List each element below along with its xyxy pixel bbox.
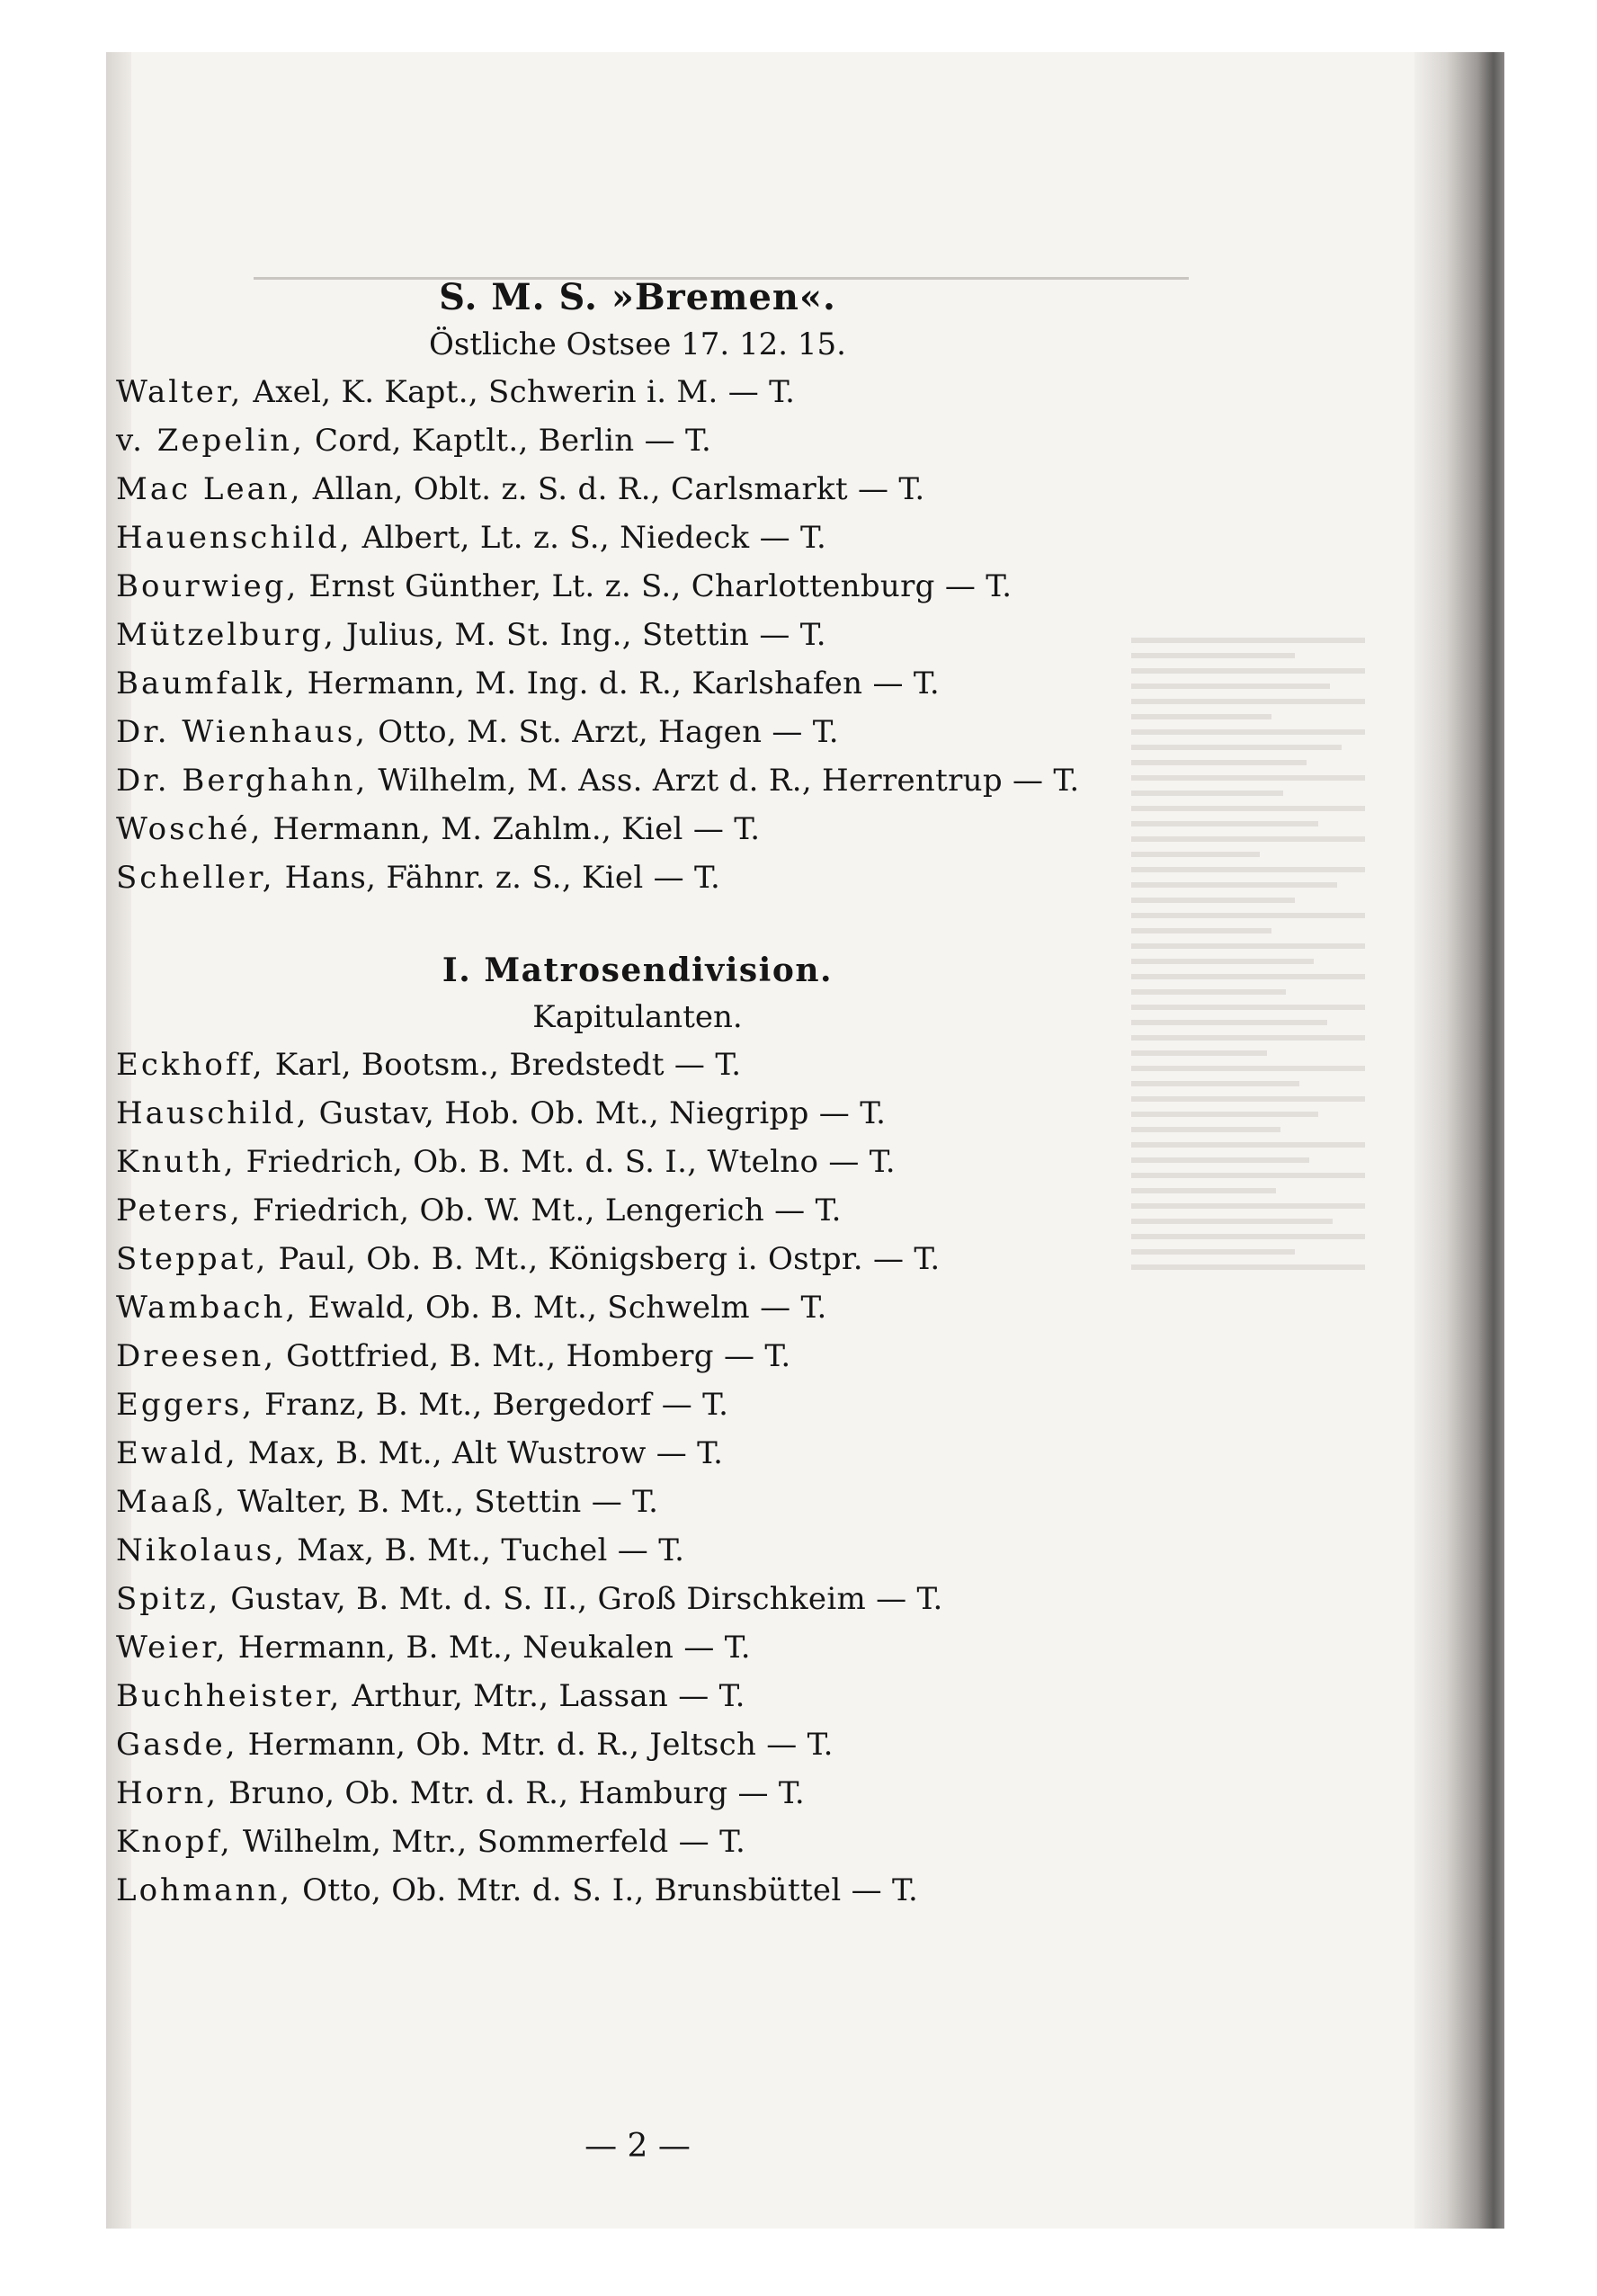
entry-surname: Knuth, — [116, 1144, 236, 1180]
entry-details: Bruno, Ob. Mtr. d. R., Hamburg — T. — [219, 1775, 806, 1811]
list-item — [116, 1720, 1159, 1769]
list-item — [116, 416, 1159, 465]
entry-details: Otto, Ob. Mtr. d. S. I., Brunsbüttel — T. — [292, 1872, 919, 1908]
entry-surname: Maaß, — [116, 1484, 228, 1520]
entry-details: Hermann, Ob. Mtr. d. R., Jeltsch — T. — [237, 1727, 834, 1763]
entry-details: Axel, K. Kapt., Schwerin i. M. — T. — [243, 374, 796, 410]
casualty-list-officers — [116, 368, 1159, 902]
entry-surname: Horn, — [116, 1775, 219, 1811]
entry-surname: Lohmann, — [116, 1872, 293, 1908]
list-item — [116, 805, 1159, 853]
page-content — [116, 274, 1159, 2165]
entry-details: Karl, Bootsm., Bredstedt — T. — [264, 1047, 742, 1083]
entry-surname: Walter, — [116, 374, 244, 410]
list-item — [116, 562, 1159, 611]
entry-surname: Baumfalk, — [116, 666, 298, 701]
page-number: — 2 — — [584, 2128, 691, 2165]
casualty-list-kapitulanten — [116, 1041, 1159, 1915]
list-item — [116, 1575, 1159, 1623]
entry-details: Cord, Kaptlt., Berlin — T. — [304, 423, 712, 459]
entry-details: Hermann, M. Ing. d. R., Karlshafen — T. — [297, 666, 940, 701]
entry-surname: Buchheister, — [116, 1678, 343, 1714]
list-item — [116, 1672, 1159, 1720]
entry-surname: Hauenschild, — [116, 520, 352, 556]
entry-details: Walter, B. Mt., Stettin — T. — [227, 1484, 659, 1520]
entry-surname: Mac Lean, — [116, 471, 303, 507]
entry-details: Max, B. Mt., Alt Wustrow — T. — [237, 1435, 724, 1471]
list-item — [116, 1769, 1159, 1818]
entry-details: Arthur, Mtr., Lassan — T. — [342, 1678, 745, 1714]
entry-details: Wilhelm, Mtr., Sommerfeld — T. — [232, 1824, 746, 1860]
ship-heading: S. M. S. »Bremen«. — [439, 276, 836, 318]
list-item — [116, 1235, 1159, 1283]
list-item — [116, 853, 1159, 902]
entry-details: Ewald, Ob. B. Mt., Schwelm — T. — [298, 1290, 827, 1326]
entry-details: Friedrich, Ob. B. Mt. d. S. I., Wtelno — T. — [236, 1144, 896, 1180]
book-binding-shadow — [1414, 52, 1504, 2229]
entry-details: Gottfried, B. Mt., Homberg — T. — [276, 1338, 791, 1374]
list-item — [116, 1818, 1159, 1866]
list-item — [116, 756, 1159, 805]
entry-surname: v. Zepelin, — [116, 423, 305, 459]
entry-surname: Bourwieg, — [116, 568, 299, 604]
list-item — [116, 514, 1159, 562]
list-item — [116, 1866, 1159, 1915]
list-item — [116, 1138, 1159, 1186]
list-item — [116, 611, 1159, 659]
entry-details: Ernst Günther, Lt. z. S., Charlottenburg — T. — [299, 568, 1013, 604]
entry-surname: Dr. Berghahn, — [116, 763, 369, 799]
list-item — [116, 1380, 1159, 1429]
show-through-text — [1131, 628, 1365, 2067]
entry-surname: Scheller, — [116, 860, 275, 896]
list-item — [116, 1089, 1159, 1138]
entry-details: Franz, B. Mt., Bergedorf — T. — [254, 1387, 729, 1423]
list-item — [116, 659, 1159, 708]
list-item — [116, 708, 1159, 756]
entry-surname: Hauschild, — [116, 1095, 309, 1131]
entry-surname: Nikolaus, — [116, 1532, 287, 1568]
entry-details: Max, B. Mt., Tuchel — T. — [287, 1532, 685, 1568]
entry-details: Friedrich, Ob. W. Mt., Lengerich — T. — [242, 1193, 842, 1228]
list-item — [116, 1623, 1159, 1672]
location-date: Östliche Ostsee 17. 12. 15. — [429, 326, 846, 362]
entry-surname: Steppat, — [116, 1241, 269, 1277]
group-heading: Kapitulanten. — [532, 999, 743, 1035]
entry-surname: Dreesen, — [116, 1338, 277, 1374]
entry-details: Hermann, B. Mt., Neukalen — T. — [228, 1630, 751, 1666]
entry-surname: Peters, — [116, 1193, 243, 1228]
entry-surname: Spitz, — [116, 1581, 221, 1617]
list-item — [116, 1429, 1159, 1478]
list-item — [116, 368, 1159, 416]
entry-details: Allan, Oblt. z. S. d. R., Carlsmarkt — T. — [302, 471, 925, 507]
entry-surname: Wosché, — [116, 811, 263, 847]
list-item — [116, 1041, 1159, 1089]
division-heading: I. Matrosendivision. — [442, 951, 834, 989]
entry-details: Paul, Ob. B. Mt., Königsberg i. Ostpr. — T. — [268, 1241, 941, 1277]
entry-surname: Gasde, — [116, 1727, 238, 1763]
entry-details: Otto, M. St. Arzt, Hagen — T. — [367, 714, 839, 750]
entry-surname: Dr. Wienhaus, — [116, 714, 368, 750]
entry-details: Hans, Fähnr. z. S., Kiel — T. — [274, 860, 721, 896]
list-item — [116, 1526, 1159, 1575]
entry-details: Gustav, B. Mt. d. S. II., Groß Dirschkeim — T. — [220, 1581, 943, 1617]
entry-surname: Wambach, — [116, 1290, 299, 1326]
list-item — [116, 1186, 1159, 1235]
list-item — [116, 1283, 1159, 1332]
entry-details: Hermann, M. Zahlm., Kiel — T. — [263, 811, 761, 847]
entry-details: Gustav, Hob. Ob. Mt., Niegripp — T. — [308, 1095, 887, 1131]
list-item — [116, 1332, 1159, 1380]
entry-surname: Eckhoff, — [116, 1047, 265, 1083]
list-item — [116, 1478, 1159, 1526]
entry-surname: Ewald, — [116, 1435, 238, 1471]
entry-details: Albert, Lt. z. S., Niedeck — T. — [352, 520, 827, 556]
entry-details: Julius, M. St. Ing., Stettin — T. — [335, 617, 826, 653]
entry-surname: Mützelburg, — [116, 617, 336, 653]
entry-details: Wilhelm, M. Ass. Arzt d. R., Herrentrup — T. — [368, 763, 1080, 799]
list-item — [116, 465, 1159, 514]
entry-surname: Knopf, — [116, 1824, 233, 1860]
entry-surname: Eggers, — [116, 1387, 254, 1423]
entry-surname: Weier, — [116, 1630, 228, 1666]
